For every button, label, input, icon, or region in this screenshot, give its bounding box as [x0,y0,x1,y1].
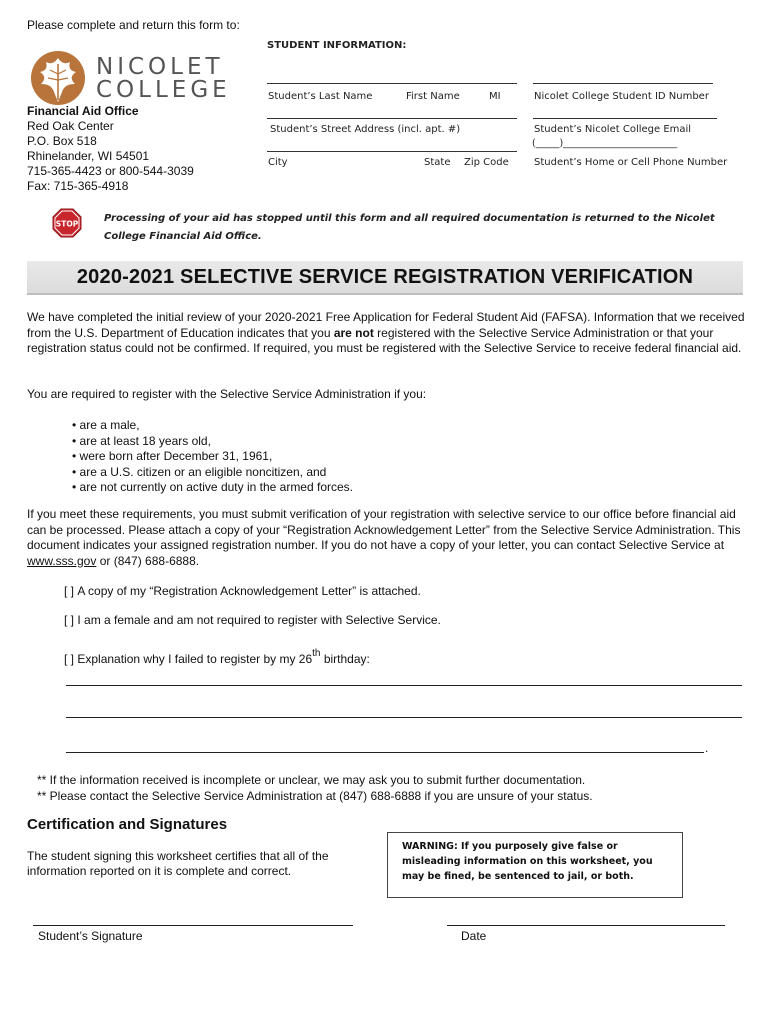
submit-text-end: or (847) 688-6888. [96,553,200,568]
explanation-line[interactable] [66,685,742,686]
college-logo [28,50,231,106]
list-item: • are not currently on active duty in the armed forces. [72,480,354,494]
last-name-label: Student’s Last Name [268,91,373,102]
sss-link[interactable]: www.sss.gov [27,553,97,568]
title-band [27,261,743,295]
office-line: Rhinelander, WI 54501 [27,149,150,163]
signature-line[interactable] [33,925,353,926]
list-item: • are a U.S. citizen or an eligible noncitizen, and [72,464,327,479]
checkbox-female[interactable]: [ ] [64,613,75,627]
option-label-end: birthday: [320,652,370,666]
date-label: Date [461,929,487,943]
option-label: Explanation why I failed to register by my 26 [77,652,313,666]
option-female [64,613,441,627]
signature-label: Student’s Signature [38,929,143,943]
student-id-field[interactable] [533,71,713,84]
email-label: Student’s Nicolet College Email [534,124,692,135]
option-letter-attached [64,584,421,598]
street-label: Student’s Street Address (incl. apt. #) [270,124,461,135]
processing-notice [104,210,715,246]
email-field[interactable] [533,106,717,119]
city-label: City [268,157,288,168]
intro-text-cont: registered with the Selective Service Administration or that your registration status could not be confirmed. If required, you must be registered with the Selective Service to receive federal financial aid. [27,325,742,355]
office-name: Financial Aid Office [27,104,139,118]
student-id-label: Nicolet College Student ID Number [534,91,709,102]
office-line: Fax: 715-365-4918 [27,179,129,193]
intro-text: We have completed the initial review of your 2020-2021 Free Application for Federal Student Aid (FAFSA). Information that we received from the U.S. Department of Education indicates that you [27,310,745,340]
street-field[interactable] [267,106,517,119]
notice-line: College Financial Aid Office. [104,231,262,242]
explanation-line[interactable] [66,752,704,753]
logo-text-nicolet: NICOLET [96,54,224,80]
intro-paragraph [27,310,745,357]
office-line: Red Oak Center [27,119,114,133]
list-item: • are a male, [72,418,140,432]
submit-paragraph [27,507,749,569]
office-address [27,104,194,194]
phone-label: Student’s Home or Cell Phone Number [534,157,728,168]
certification-heading: Certification and Signatures [27,816,228,833]
list-item: • are at least 18 years old, [72,433,211,448]
page-title: 2020-2021 SELECTIVE SERVICE REGISTRATION VERIFICATION [76,266,694,288]
logo-text-college: COLLEGE [96,77,231,103]
warning-box [387,832,683,898]
checkbox-letter-attached[interactable]: [ ] [64,584,75,598]
stop-sign-icon [52,208,82,238]
ordinal-suffix: th [312,648,321,659]
office-line: 715-365-4423 or 800-544-3039 [27,164,194,178]
notice-line: Processing of your aid has stopped until this form and all required documentation is returned to the Nicolet [104,213,715,224]
phone-field[interactable]: (_____)________________________ [532,138,678,149]
requirements-list [72,418,353,496]
explanation-line[interactable] [66,717,742,718]
requirements-intro: You are required to register with the Selective Service Administration if you: [27,387,427,401]
office-line: P.O. Box 518 [27,134,97,148]
return-instruction: Please complete and return this form to: [27,18,240,32]
intro-emphasis: are not [333,325,374,340]
zip-label: Zip Code [464,157,509,168]
last-name-field[interactable] [267,71,517,84]
first-name-label: First Name [406,91,460,102]
option-label: A copy of my “Registration Acknowledgement Letter” is attached. [77,584,421,598]
oak-leaf-icon [28,50,92,106]
checkbox-explanation[interactable]: [ ] [64,652,75,666]
date-line[interactable] [447,925,725,926]
state-label: State [424,157,451,168]
option-explanation [64,650,370,666]
warning-text: WARNING: If you purposely give false or misleading information on this worksheet, you may be fined, be sentenced to jail, or both. [402,841,653,882]
option-label: I am a female and am not required to register with Selective Service. [77,613,441,627]
note: ** If the information received is incomplete or unclear, we may ask you to submit further documentation. [37,773,586,787]
certification-text: The student signing this worksheet certifies that all of the information reported on it is complete and correct. [27,849,329,878]
mi-label: MI [489,91,501,102]
note: ** Please contact the Selective Service Administration at (847) 688-6888 if you are unsure of your status. [37,789,593,803]
city-state-zip-field[interactable] [267,139,517,152]
list-item: • were born after December 31, 1961, [72,449,273,463]
notes [37,772,593,804]
stop-sign-label: STOP [55,219,79,229]
submit-text: If you meet these requirements, you must submit verification of your registration with selective service to our office before financial aid can be processed. Please attach a copy of your “Registration Acknowledgement Letter” from the Selective Service Administration. This document indicates your assigned registration number. If you do not have a copy of your letter, you can contact Selective Service at [27,507,741,552]
explanation-period: . [705,741,709,755]
student-info-heading: STUDENT INFORMATION: [267,40,407,51]
